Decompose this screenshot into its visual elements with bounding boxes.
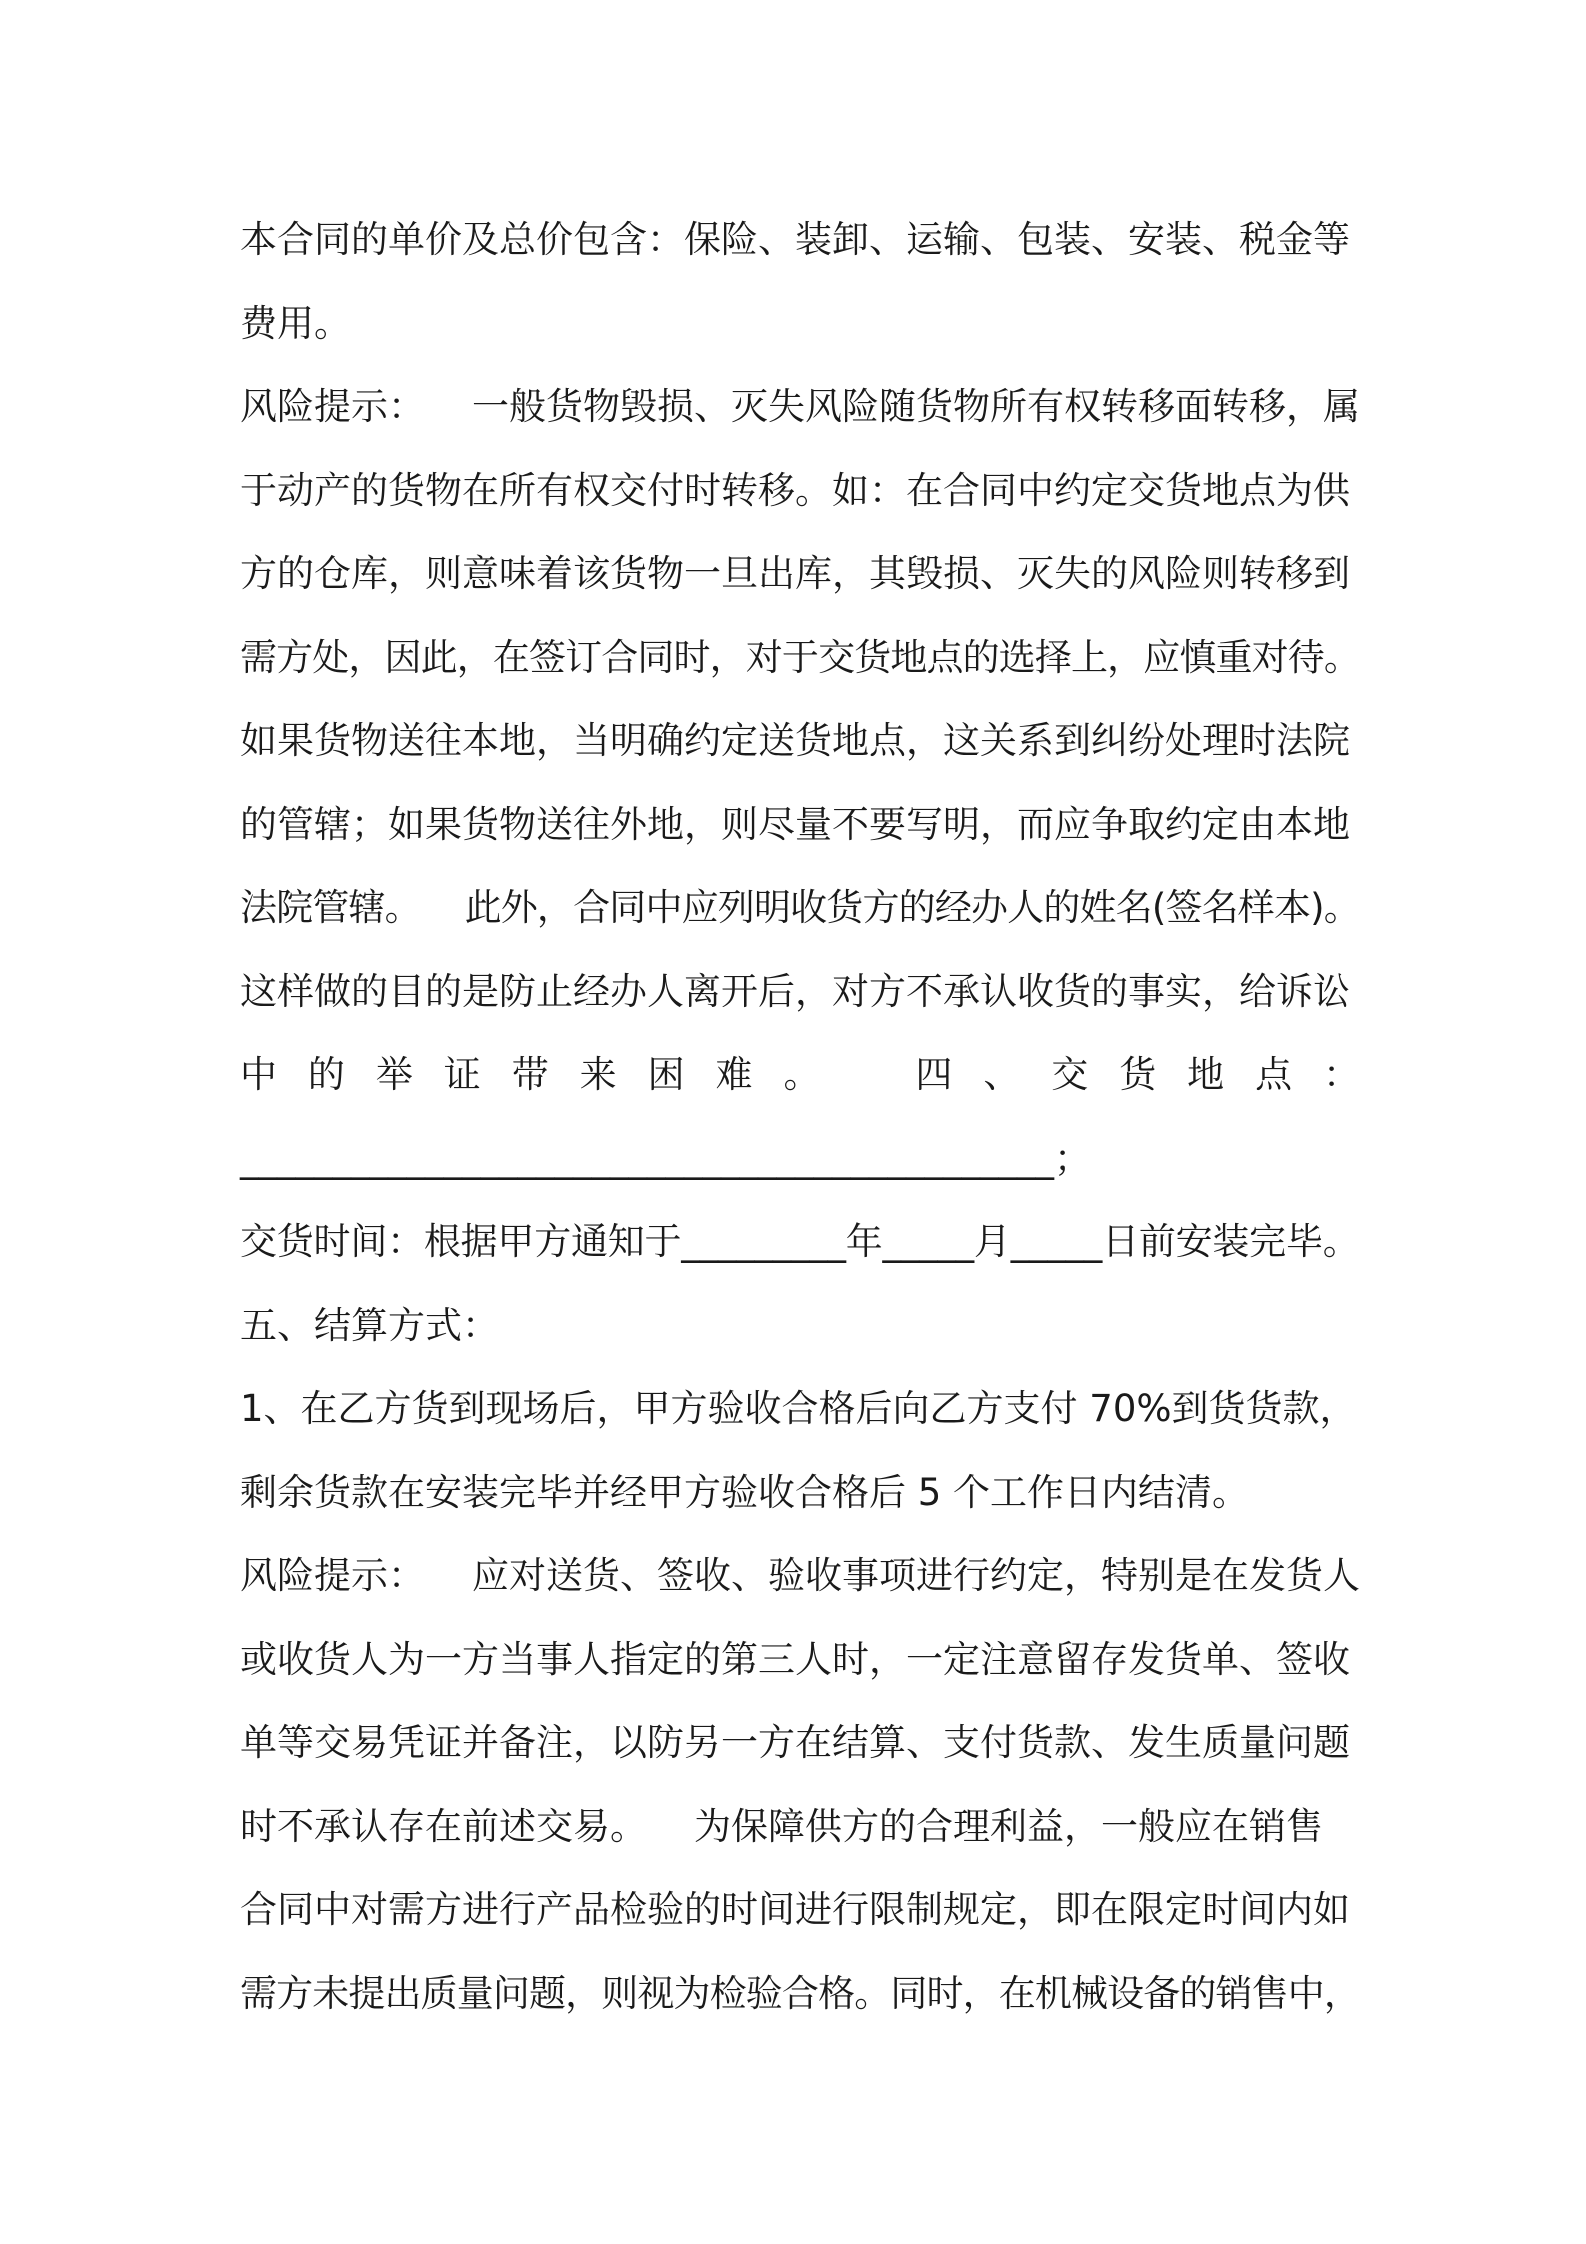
text-line: 需方处，因此，在签订合同时，对于交货地点的选择上，应慎重对待。 [240, 635, 1360, 679]
text-line: 于动产的货物在所有权交付时转移。如：在合同中约定交货地点为供 [240, 468, 1350, 512]
text-line: 时不承认存在前述交易。 为保障供方的合理利益，一般应在销售 [240, 1804, 1324, 1848]
text-line: 合同中对需方进行产品检验的时间进行限制规定，即在限定时间内如 [240, 1888, 1350, 1931]
text-line: 中 的 举 证 带 来 困 难 。 四 、 交 货 地 点 ： [240, 1053, 1360, 1096]
text-line: 单等交易凭证并备注，以防另一方在结算、支付货款、发生质量问题 [240, 1721, 1350, 1764]
text-line: 如果货物送往本地，当明确约定送货地点，这关系到纠纷处理时法院 [240, 719, 1350, 762]
document-body [240, 198, 1360, 2035]
text-line: 风险提示： 应对送货、签收、验收事项进行约定，特别是在发货人 [240, 1554, 1361, 1597]
text-line: 这样做的目的是防止经办人离开后，对方不承认收货的事实，给诉讼 [240, 969, 1350, 1013]
text-line: 五、结算方式： [240, 1303, 499, 1347]
text-line: 费用。 [240, 301, 351, 345]
text-line: 需方未提出质量问题，则视为检验合格。同时，在机械设备的销售中， [240, 1971, 1360, 2015]
text-line: 风险提示： 一般货物毁损、灭失风险随货物所有权转移面转移，属 [240, 385, 1361, 428]
text-line: 本合同的单价及总价包含：保险、装卸、运输、包装、安装、税金等 [240, 218, 1350, 261]
text-line: 交货时间：根据甲方通知于_________年_____月_____日前安装完毕。 [240, 1220, 1360, 1263]
text-line: 的管辖；如果货物送往外地，则尽量不要写明，而应争取约定由本地 [240, 802, 1350, 846]
text-line: 方的仓库，则意味着该货物一旦出库，其毁损、灭失的风险则转移到 [240, 552, 1350, 595]
text-line: 1、在乙方货到现场后，甲方验收合格后向乙方支付 70%到货货款， [240, 1387, 1357, 1430]
text-line: ____________________________________________； [240, 1136, 1091, 1180]
text-line: 剩余货款在安装完毕并经甲方验收合格后 5 个工作日内结清。 [240, 1470, 1250, 1514]
text-line: 法院管辖。 此外，合同中应列明收货方的经办人的姓名(签名样本)。 [240, 886, 1360, 929]
text-line: 或收货人为一方当事人指定的第三人时，一定注意留存发货单、签收 [240, 1637, 1350, 1681]
